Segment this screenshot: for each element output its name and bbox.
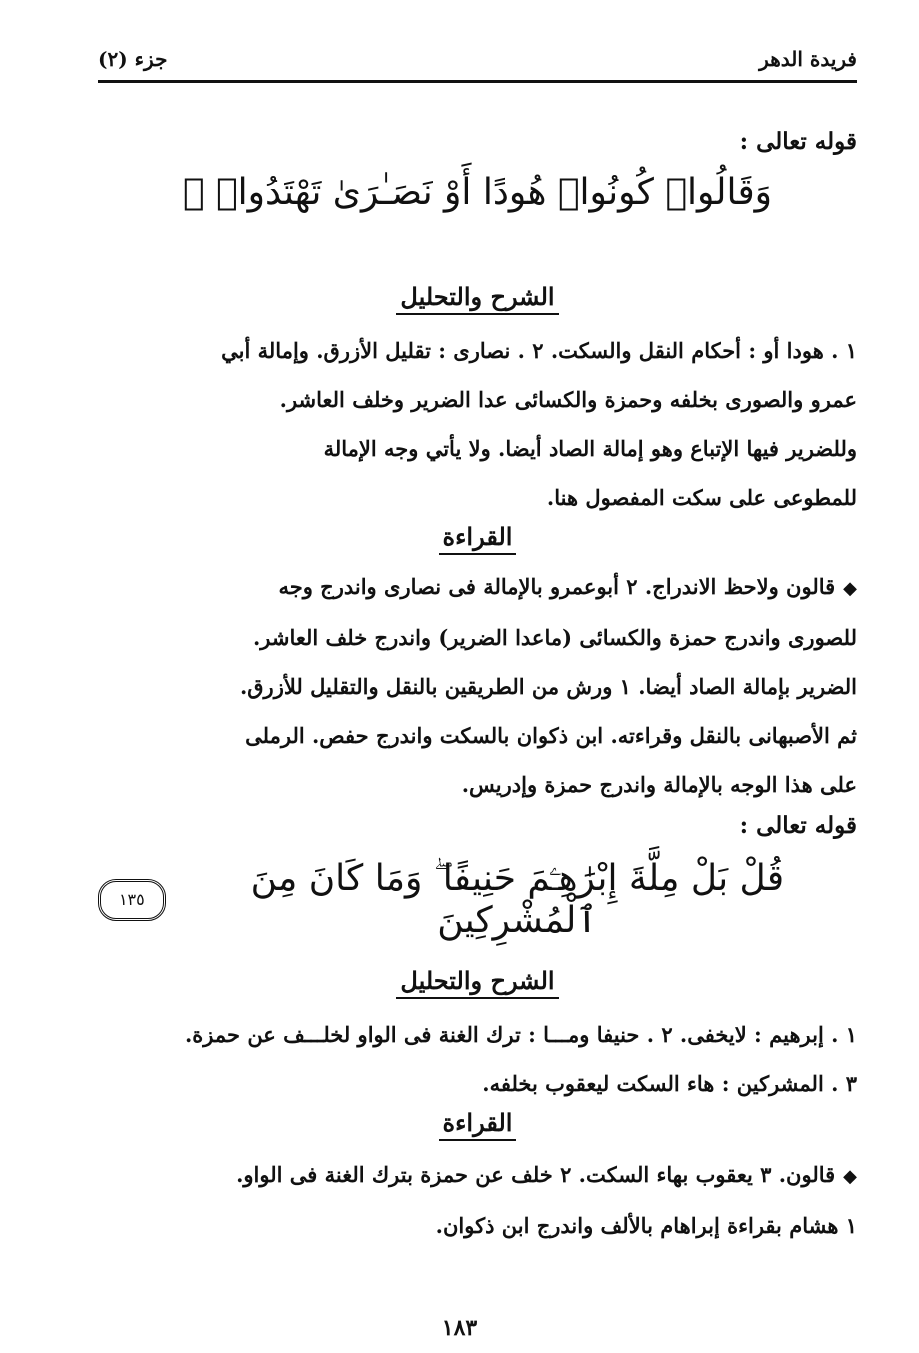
page-header [98,38,857,83]
diamond-bullet-icon: ◆ [843,1166,857,1187]
quran-verse-2-text: قُلْ بَلْ مِلَّةَ إِبْرَٰهِـۧمَ حَنِيفًا ۖ وَمَا كَانَ مِنَ ٱلْمُشْرِكِينَ [250,858,785,941]
quran-verse-2 [98,858,857,941]
reading-line: ١ هشام بقراءة إبراهام بالألف واندرج ابن ذكوان. [435,1213,857,1238]
reading-heading-2: القراءة [98,1108,857,1137]
part-label: جزء (٢) [98,47,168,71]
reading-heading-1: القراءة [98,522,857,551]
reading-line: ◆قالون ولاحظ الاندراج. ٢ أبوعمرو بالإمالة فى نصارى واندرج وجه [278,574,857,599]
reading-paragraph-1 [98,562,857,809]
explanation-paragraph-2 [98,1010,857,1108]
reading-paragraph-2 [98,1150,857,1250]
explanation-line: ١ . إبرهيم : لايخفى. ٢ . حنيفا ومـــا : ترك الغنة فى الواو لخلـــف عن حمزة. [184,1022,857,1047]
diamond-bullet-icon: ◆ [843,578,857,599]
explanation-line: للمطوعى على سكت المفصول هنا. [546,485,857,510]
page-number: ١٨٣ [441,1315,478,1341]
verse-intro-label: قوله تعالى : [739,128,857,155]
explanation-heading-2: الشرح والتحليل [98,966,857,995]
ayah-number-marker: ١٣٥ [98,879,166,921]
reading-line: الضرير بإمالة الصاد أيضا. ١ ورش من الطريقين بالنقل والتقليل للأزرق. [239,674,857,699]
quran-verse-1: وَقَالُوا۟ كُونُوا۟ هُودًا أَوْ نَصَـٰرَىٰ تَهْتَدُوا۟ ۗ [182,172,773,213]
explanation-line: ١ . هودا أو : أحكام النقل والسكت. ٢ . نصارى : تقليل الأزرق. وإمالة أبي [221,338,857,363]
reading-line: على هذا الوجه بالإمالة واندرج حمزة وإدريس. [461,772,857,797]
explanation-line: وللضرير فيها الإتباع وهو إمالة الصاد أيضا. ولا يأتي وجه الإمالة [323,436,857,461]
explanation-line: عمرو والصورى بخلفه وحمزة والكسائى عدا الضرير وخلف العاشر. [279,387,857,412]
reading-line: ثم الأصبهانى بالنقل وقراءته. ابن ذكوان بالسكت واندرج حفص. الرملى [245,723,857,748]
reading-line: ◆قالون. ٣ يعقوب بهاء السكت. ٢ خلف عن حمزة بترك الغنة فى الواو. [236,1162,857,1187]
book-title: فريدة الدهر [759,47,857,71]
explanation-line: ٣ . المشركين : هاء السكت ليعقوب بخلفه. [482,1071,857,1096]
explanation-paragraph-1 [98,326,857,522]
explanation-heading-1: الشرح والتحليل [98,282,857,311]
reading-line: للصورى واندرج حمزة والكسائى (ماعدا الضرير) واندرج خلف العاشر. [252,625,857,650]
verse-intro-label-2: قوله تعالى : [739,812,857,839]
